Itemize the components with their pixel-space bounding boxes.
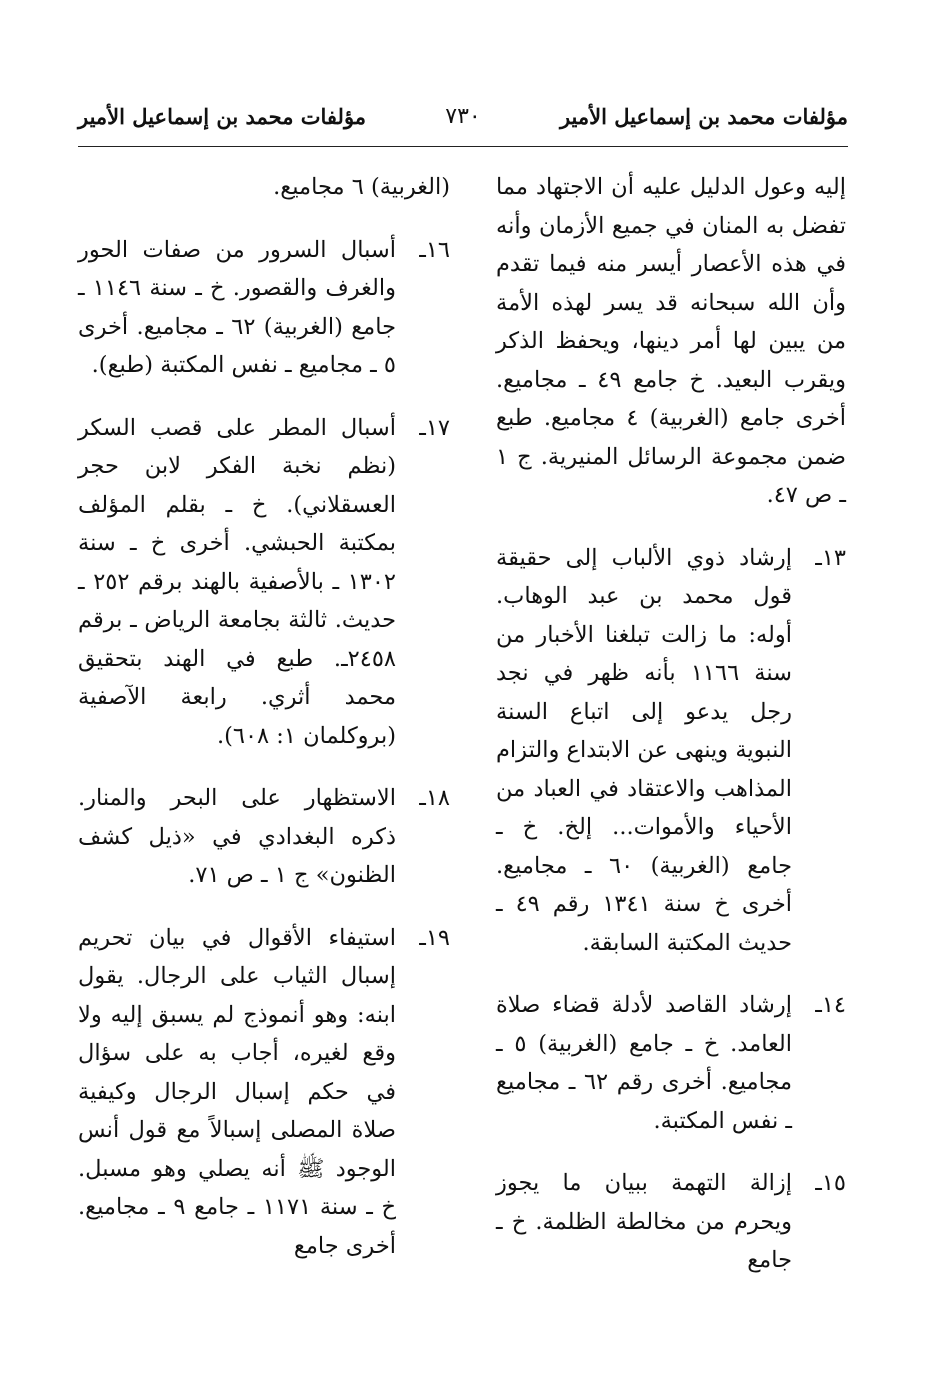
entry-number: ١٨ـ [419, 785, 450, 811]
entry-16 [78, 231, 450, 385]
entry-text: أسبال السرور من صفات الحور والغرف والقصور. خ ـ سنة ١١٤٦ ـ جامع (الغربية) ٦٢ ـ مجاميع. أخرى ٥ ـ مجاميع ـ نفس المكتبة (طبع). [78, 236, 397, 378]
entry-19 [78, 919, 450, 1266]
entry-text: إزالة التهمة ببيان ما يجوز ويحرم من مخالطة الظلمة. خ ـ جامع [496, 1170, 792, 1273]
entry-number: ١٤ـ [815, 992, 846, 1018]
continuation-paragraph: إليه وعول الدليل عليه أن الاجتهاد مما تفضل به المنان في جميع الأزمان وأنه في هذه الأعصار أيسر منه فيما تقدم وأن الله سبحانه قد يسر لهذه الأمة من يبين لها أمر دينها، ويحفظ الذكر ويقرب البعيد. خ جامع ٤٩ ـ مجاميع. أخرى جامع (الغربية) ٤ مجاميع. طبع ضمن مجموعة الرسائل المنيرية. ج ١ ـ ص ٤٧. [496, 174, 846, 508]
entry-text: إرشاد القاصد لأدلة قضاء صلاة العامد. خ ـ جامع (الغربية) ٥ ـ مجاميع. أخرى رقم ٦٢ ـ مجاميع ـ نفس المكتبة. [496, 992, 793, 1134]
page-number: ٧٣٠ [445, 104, 481, 129]
right-column [496, 168, 846, 1304]
entry-number: ١٣ـ [815, 544, 846, 571]
running-title-right: مؤلفات محمد بن إسماعيل الأمير [559, 104, 848, 129]
running-header [78, 98, 848, 138]
entry-number: ١٩ـ [419, 924, 450, 951]
entry-text: الاستظهار على البحر والمنار. ذكره البغدادي في «ذيل كشف الظنون» ج ١ ـ ص ٧١. [78, 785, 396, 888]
entry-15 [496, 1164, 846, 1280]
entry-number: ١٥ـ [815, 1170, 846, 1196]
left-column [78, 168, 450, 1289]
entry-text: إرشاد ذوي الألباب إلى حقيقة قول محمد بن عبد الوهاب. أوله: ما زالت تبلغنا الأخبار من سنة ١١٦٦ بأنه ظهر في نجد رجل يدعو إلى اتباع السنة النبوية وينهى عن الابتداع والتزام المذاهب والاعتقاد في العباد من الأحياء والأموات... إلخ. خ ـ جامع (الغربية) ٦٠ ـ مجاميع. أخرى خ سنة ١٣٤١ رقم ٤٩ ـ حديث المكتبة السابقة. [496, 544, 793, 956]
continuation-paragraph: (الغربية) ٦ مجاميع. [273, 174, 450, 200]
entry-text: استيفاء الأقوال في بيان تحريم إسبال الثياب على الرجال. يقول ابنه: وهو أنموذج لم يسبق إليه ولا وقع لغيره، أجاب به على سؤال في حكم إسبال الرجال وكيفية صلاة المصلى إسبالاً مع قول أنس الوجود ﷺ أنه يصلي وهو مسبل. خ ـ سنة ١١٧١ ـ جامع ٩ ـ مجاميع. أخرى جامع [78, 924, 397, 1259]
entry-13 [496, 539, 846, 963]
header-rule [78, 146, 848, 147]
entry-18 [78, 779, 450, 895]
entry-number: ١٦ـ [419, 236, 450, 263]
entry-17 [78, 409, 450, 756]
entry-14 [496, 986, 846, 1140]
running-title-left: مؤلفات محمد بن إسماعيل الأمير [78, 104, 367, 129]
entry-text: أسبال المطر على قصب السكر (نظم نخبة الفكر لابن حجر العسقلاني). خ ـ بقلم المؤلف بمكتبة الحبشي. أخرى خ ـ سنة ١٣٠٢ ـ بالأصفية بالهند برقم ٢٥٢ ـ حديث. ثالثة بجامعة الرياض ـ برقم ٢٤٥٨ـ. طبع في الهند بتحقيق محمد أثري. رابعة الآصفية (بروكلمان ١: ٦٠٨). [78, 414, 396, 749]
entry-number: ١٧ـ [419, 414, 450, 441]
